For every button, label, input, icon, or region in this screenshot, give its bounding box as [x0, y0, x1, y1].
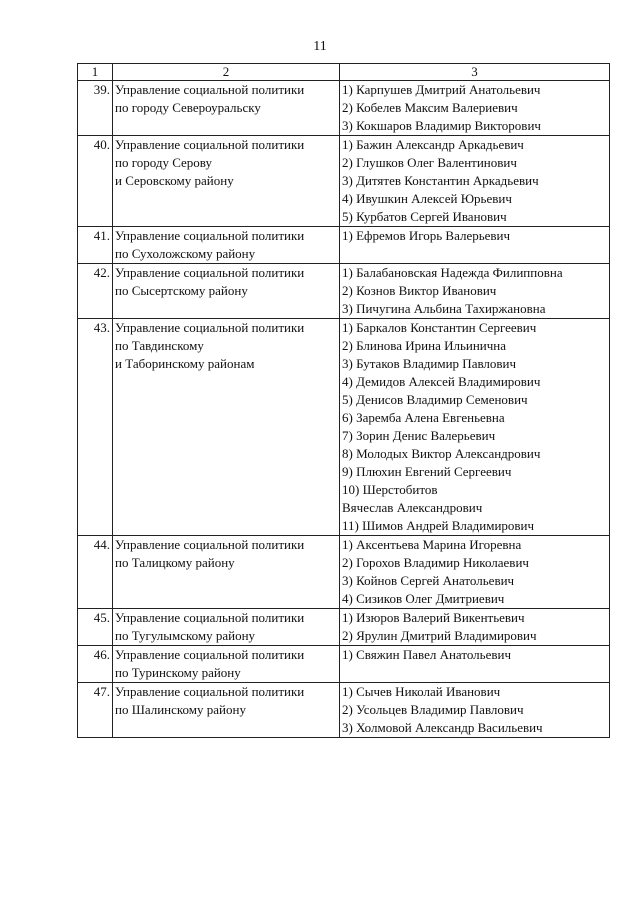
department-cell — [113, 227, 340, 264]
members-cell — [340, 683, 610, 738]
members-cell — [340, 136, 610, 227]
member-name: 4) Ивушкин Алексей Юрьевич — [342, 191, 512, 206]
member-name: Вячеслав Александрович — [342, 500, 483, 515]
members-cell — [340, 319, 610, 536]
table-row — [78, 683, 610, 738]
members-cell — [340, 81, 610, 136]
member-name: 2) Кобелев Максим Валериевич — [342, 100, 518, 115]
department-line: Управление социальной политики — [115, 82, 305, 97]
department-line: по городу Североуральску — [115, 100, 261, 115]
column-header-1: 1 — [78, 64, 113, 81]
member-name: 10) Шерстобитов — [342, 482, 438, 497]
member-name: 2) Горохов Владимир Николаевич — [342, 555, 529, 570]
member-name: 9) Плюхин Евгений Сергеевич — [342, 464, 512, 479]
department-cell — [113, 609, 340, 646]
member-name: 1) Баркалов Константин Сергеевич — [342, 320, 537, 335]
department-cell — [113, 136, 340, 227]
table-header-row — [78, 64, 610, 81]
member-name: 8) Молодых Виктор Александрович — [342, 446, 541, 461]
department-cell — [113, 319, 340, 536]
column-header-3: 3 — [340, 64, 610, 81]
member-name: 1) Изюров Валерий Викентьевич — [342, 610, 525, 625]
row-number: 46. — [78, 646, 113, 683]
department-cell — [113, 683, 340, 738]
member-name: 1) Свяжин Павел Анатольевич — [342, 647, 512, 662]
department-line: Управление социальной политики — [115, 137, 305, 152]
department-cell — [113, 264, 340, 319]
department-line: и Серовскому району — [115, 173, 234, 188]
department-cell — [113, 536, 340, 609]
members-cell — [340, 646, 610, 683]
member-name: 2) Кознов Виктор Иванович — [342, 283, 497, 298]
department-line: Управление социальной политики — [115, 684, 305, 699]
table-row — [78, 136, 610, 227]
department-line: Управление социальной политики — [115, 647, 305, 662]
member-name: 4) Сизиков Олег Дмитриевич — [342, 591, 505, 606]
department-line: Управление социальной политики — [115, 320, 305, 335]
department-line: по Сысертскому району — [115, 283, 248, 298]
members-cell — [340, 609, 610, 646]
table-body — [78, 81, 610, 738]
member-name: 1) Балабановская Надежда Филипповна — [342, 265, 563, 280]
member-name: 2) Глушков Олег Валентинович — [342, 155, 517, 170]
row-number: 42. — [78, 264, 113, 319]
row-number: 47. — [78, 683, 113, 738]
table-row — [78, 264, 610, 319]
table-row — [78, 646, 610, 683]
department-line: Управление социальной политики — [115, 228, 305, 243]
member-name: 3) Дитятев Константин Аркадьевич — [342, 173, 539, 188]
member-name: 1) Карпушев Дмитрий Анатольевич — [342, 82, 541, 97]
member-name: 2) Блинова Ирина Ильинична — [342, 338, 507, 353]
members-cell — [340, 227, 610, 264]
member-name: 1) Ефремов Игорь Валерьевич — [342, 228, 511, 243]
department-line: и Таборинскому районам — [115, 356, 255, 371]
department-line: Управление социальной политики — [115, 537, 305, 552]
table-row — [78, 536, 610, 609]
member-name: 2) Ярулин Дмитрий Владимирович — [342, 628, 537, 643]
table-row — [78, 319, 610, 536]
row-number: 40. — [78, 136, 113, 227]
department-line: по Сухоложскому району — [115, 246, 256, 261]
department-line: Управление социальной политики — [115, 610, 305, 625]
member-name: 3) Холмовой Александр Васильевич — [342, 720, 543, 735]
roster-table — [77, 63, 610, 738]
department-line: по Тугулымскому району — [115, 628, 256, 643]
member-name: 1) Бажин Александр Аркадьевич — [342, 137, 524, 152]
table-row — [78, 227, 610, 264]
department-line: по Шалинскому району — [115, 702, 246, 717]
member-name: 2) Усольцев Владимир Павлович — [342, 702, 524, 717]
member-name: 5) Денисов Владимир Семенович — [342, 392, 528, 407]
row-number: 45. — [78, 609, 113, 646]
row-number: 43. — [78, 319, 113, 536]
member-name: 3) Койнов Сергей Анатольевич — [342, 573, 515, 588]
member-name: 4) Демидов Алексей Владимирович — [342, 374, 541, 389]
department-line: по Туринскому району — [115, 665, 241, 680]
department-cell — [113, 646, 340, 683]
page-number: 11 — [313, 39, 327, 54]
member-name: 11) Шимов Андрей Владимирович — [342, 518, 535, 533]
member-name: 7) Зорин Денис Валерьевич — [342, 428, 496, 443]
row-number: 39. — [78, 81, 113, 136]
member-name: 5) Курбатов Сергей Иванович — [342, 209, 507, 224]
member-name: 3) Бутаков Владимир Павлович — [342, 356, 517, 371]
member-name: 1) Аксентьева Марина Игоревна — [342, 537, 522, 552]
members-cell — [340, 264, 610, 319]
table-row — [78, 81, 610, 136]
department-line: по городу Серову — [115, 155, 212, 170]
department-line: по Талицкому району — [115, 555, 235, 570]
members-cell — [340, 536, 610, 609]
member-name: 3) Пичугина Альбина Тахиржановна — [342, 301, 546, 316]
member-name: 3) Кокшаров Владимир Викторович — [342, 118, 541, 133]
row-number: 41. — [78, 227, 113, 264]
department-line: Управление социальной политики — [115, 265, 305, 280]
department-line: по Тавдинскому — [115, 338, 204, 353]
department-cell — [113, 81, 340, 136]
row-number: 44. — [78, 536, 113, 609]
column-header-2: 2 — [113, 64, 340, 81]
table-row — [78, 609, 610, 646]
member-name: 1) Сычев Николай Иванович — [342, 684, 501, 699]
member-name: 6) Заремба Алена Евгеньевна — [342, 410, 505, 425]
